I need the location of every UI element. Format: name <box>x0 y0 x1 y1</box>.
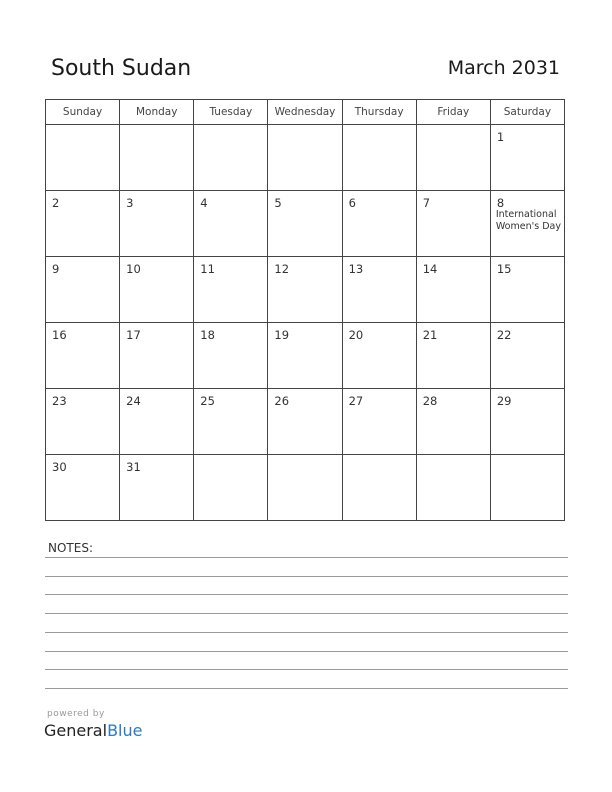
day-cell <box>46 125 120 191</box>
week-row <box>46 257 565 323</box>
day-cell <box>416 455 490 521</box>
day-number: 11 <box>200 262 215 276</box>
day-cell <box>194 191 268 257</box>
day-cell <box>416 125 490 191</box>
day-cell <box>120 323 194 389</box>
day-cell <box>490 191 564 257</box>
note-line <box>45 594 568 595</box>
week-row <box>46 455 565 521</box>
day-cell <box>490 125 564 191</box>
day-number: 19 <box>274 328 290 342</box>
day-number: 7 <box>422 196 431 210</box>
day-cell <box>120 191 194 257</box>
day-cell <box>342 257 416 323</box>
week-row <box>46 125 565 191</box>
day-number: 21 <box>422 328 438 342</box>
day-cell <box>120 125 194 191</box>
day-cell <box>416 323 490 389</box>
note-line <box>45 557 568 558</box>
calendar-grid <box>45 99 565 521</box>
day-cell <box>416 389 490 455</box>
day-cell <box>268 191 342 257</box>
country-title: South Sudan <box>51 56 192 81</box>
weekday-thursday: Thursday <box>342 100 416 125</box>
day-number: 8 <box>496 196 505 210</box>
day-number: 22 <box>496 328 512 342</box>
brand-logo <box>44 721 142 740</box>
notes-label: NOTES: <box>48 541 93 555</box>
day-cell <box>342 125 416 191</box>
day-cell <box>268 389 342 455</box>
day-cell <box>46 455 120 521</box>
day-cell <box>194 455 268 521</box>
day-number: 15 <box>496 262 512 276</box>
brand-general: General <box>44 721 108 740</box>
day-number: 13 <box>348 262 364 276</box>
powered-by-text: powered by <box>47 709 105 719</box>
weekday-saturday: Saturday <box>490 100 564 125</box>
day-cell <box>268 323 342 389</box>
note-line <box>45 669 568 670</box>
day-cell <box>342 323 416 389</box>
day-cell <box>268 125 342 191</box>
day-cell <box>194 125 268 191</box>
day-number: 16 <box>52 328 67 342</box>
day-cell <box>46 389 120 455</box>
weekday-sunday: Sunday <box>46 100 120 125</box>
day-number: 26 <box>274 394 290 408</box>
day-cell <box>194 389 268 455</box>
day-cell <box>120 455 194 521</box>
day-cell <box>416 257 490 323</box>
day-cell <box>268 455 342 521</box>
month-year-title: March 2031 <box>447 57 560 79</box>
note-line <box>45 651 568 652</box>
note-line <box>45 613 568 614</box>
note-line <box>45 688 568 689</box>
day-cell <box>120 257 194 323</box>
day-cell <box>194 323 268 389</box>
day-cell <box>120 389 194 455</box>
weekday-header-row <box>46 100 565 125</box>
day-cell <box>342 389 416 455</box>
week-row <box>46 323 565 389</box>
brand-blue: Blue <box>107 721 143 740</box>
holiday-label: International Women's Day <box>495 209 561 232</box>
day-cell <box>46 257 120 323</box>
day-number: 6 <box>348 196 356 210</box>
day-number: 17 <box>126 328 141 342</box>
day-number: 18 <box>200 328 215 342</box>
day-cell <box>490 257 564 323</box>
day-number: 24 <box>126 394 141 408</box>
day-cell <box>490 389 564 455</box>
day-cell <box>342 191 416 257</box>
day-number: 30 <box>52 460 67 474</box>
weekday-wednesday: Wednesday <box>268 100 342 125</box>
day-number: 3 <box>126 196 134 210</box>
day-cell <box>490 455 564 521</box>
day-number: 29 <box>496 394 512 408</box>
day-number: 5 <box>274 196 282 210</box>
day-number: 9 <box>52 262 60 276</box>
day-cell <box>194 257 268 323</box>
day-number: 23 <box>52 394 67 408</box>
day-cell <box>46 191 120 257</box>
day-number: 28 <box>422 394 438 408</box>
day-number: 2 <box>52 196 60 210</box>
day-number: 4 <box>200 196 208 210</box>
day-number: 10 <box>126 262 141 276</box>
day-cell <box>46 323 120 389</box>
week-row <box>46 389 565 455</box>
day-number: 1 <box>496 130 505 144</box>
weekday-tuesday: Tuesday <box>194 100 268 125</box>
day-number: 31 <box>126 460 141 474</box>
day-cell <box>268 257 342 323</box>
note-line <box>45 576 568 577</box>
day-number: 27 <box>348 394 364 408</box>
day-cell <box>490 323 564 389</box>
day-number: 20 <box>348 328 364 342</box>
day-cell <box>416 191 490 257</box>
day-number: 25 <box>200 394 215 408</box>
week-row <box>46 191 565 257</box>
weekday-friday: Friday <box>416 100 490 125</box>
day-cell <box>342 455 416 521</box>
day-number: 12 <box>274 262 290 276</box>
weekday-monday: Monday <box>120 100 194 125</box>
day-number: 14 <box>422 262 438 276</box>
note-line <box>45 632 568 633</box>
